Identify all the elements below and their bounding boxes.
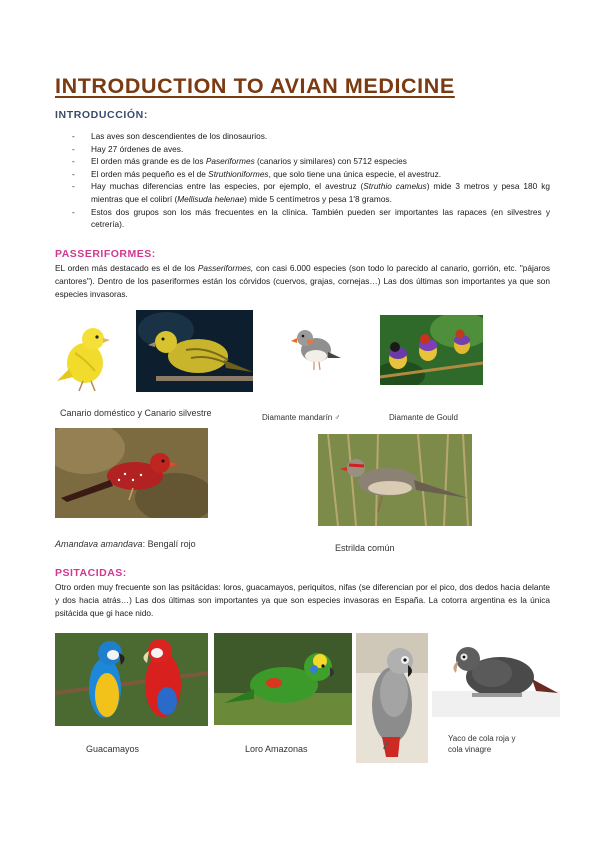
passeriformes-text-run: con casi 6.000 especies (son todo lo parecido al canario, gorrión, etc. "pájaros cantores"). Dentro de los paseriformes están los córvidos (cuervos, grajas, cornejas…) Las dos últimas son importantes ya que son especies invasoras. [55, 263, 550, 299]
intro-bullet-run: Hay muchas diferencias entre las especies, por ejemplo, el avestruz ( [91, 181, 364, 192]
grey-parrot-photo [356, 633, 428, 763]
caption-bengali-species: Amandava amandava [55, 539, 143, 549]
passeriformes-text-run: Passeriformes, [197, 263, 254, 273]
passeriformes-paragraph [55, 262, 550, 301]
intro-bullet-run: , que solo tiene una única especie, el avestruz. [268, 168, 442, 179]
intro-bullet-run: Estos dos grupos son los más frecuentes en la clínica. También pueden ser importantes las rapaces (en silvestres y cetrería). [91, 206, 550, 230]
intro-bullet-run: Struthio camelus [363, 181, 427, 192]
intro-bullet [72, 206, 550, 231]
section-heading-passeriformes: PASSERIFORMES: [55, 248, 156, 260]
intro-bullet-run: Las aves son descendientes de los dinosaurios. [91, 131, 268, 141]
caption-yaco-line1: Yaco de cola roja y [448, 734, 516, 743]
caption-bengali-name: : Bengalí rojo [142, 539, 196, 549]
macaws-photo [55, 633, 208, 726]
intro-bullet-run: El orden más pequeño es el de [91, 168, 209, 179]
psitacidas-text-run: Otro orden muy frecuente son las psitácidas: loros, guacamayos, periquitos, nifas (se diferencian por el pico, dos dedos hacia delante y dos hacia atrás…) Las dos últimas son importantes ya que son especies invasoras en España. La cotorra argentina es la única psitácida que gi hace nido. [55, 582, 550, 618]
intro-bullet-run: ) mide 5 centímetros y pesa 1'8 gramos. [244, 193, 392, 204]
intro-bullet-run: ) mide 3 metros y pesa 180 kg mientras que el colibrí ( [91, 181, 550, 204]
caption-yaco-line2: cola vinagre [448, 745, 492, 754]
timneh-parrot-photo [432, 633, 560, 717]
intro-bullet [72, 168, 550, 181]
intro-bullet-run: Hay 27 órdenes de aves. [91, 143, 184, 154]
intro-bullet-list [72, 130, 550, 231]
domestic-canary-photo [55, 311, 125, 393]
wild-canary-photo [136, 310, 253, 392]
intro-bullet [72, 130, 550, 143]
intro-bullet-run: El orden más grande es de los [91, 156, 206, 167]
passeriformes-text-run: EL orden más destacado es el de los [55, 263, 198, 273]
common-waxbill-photo [318, 434, 472, 526]
zebra-finch-photo [288, 318, 342, 372]
caption-diamante-mandarin: Diamante mandarín ♂ [262, 413, 341, 422]
caption-guacamayos: Guacamayos [86, 744, 140, 754]
caption-bengali [55, 539, 196, 549]
intro-bullet-run: Struthioniformes [208, 168, 269, 179]
section-heading-psitacidas: PSITACIDAS: [55, 567, 127, 579]
intro-bullet-run: (canarios y similares) con 5712 especies [254, 156, 407, 167]
gouldian-finch-photo [380, 315, 483, 385]
intro-bullet-run: Paseriformes [205, 156, 255, 167]
caption-estrilda: Estrilda común [335, 543, 395, 553]
intro-bullet-run: Mellisuda helenae [177, 193, 245, 204]
caption-canario: Canario doméstico y Canario silvestre [60, 408, 212, 418]
page-title: INTRODUCTION TO AVIAN MEDICINE [55, 74, 455, 98]
red-avadavat-photo [55, 428, 208, 518]
intro-bullet [72, 143, 550, 156]
psitacidas-paragraph [55, 581, 550, 620]
intro-bullet [72, 180, 550, 205]
intro-bullet [72, 155, 550, 168]
section-heading-introduccion: INTRODUCCIÓN: [55, 109, 148, 121]
caption-diamante-gould: Diamante de Gould [389, 413, 458, 422]
amazon-parrot-photo [214, 633, 352, 725]
caption-loro-amazonas: Loro Amazonas [245, 744, 308, 754]
